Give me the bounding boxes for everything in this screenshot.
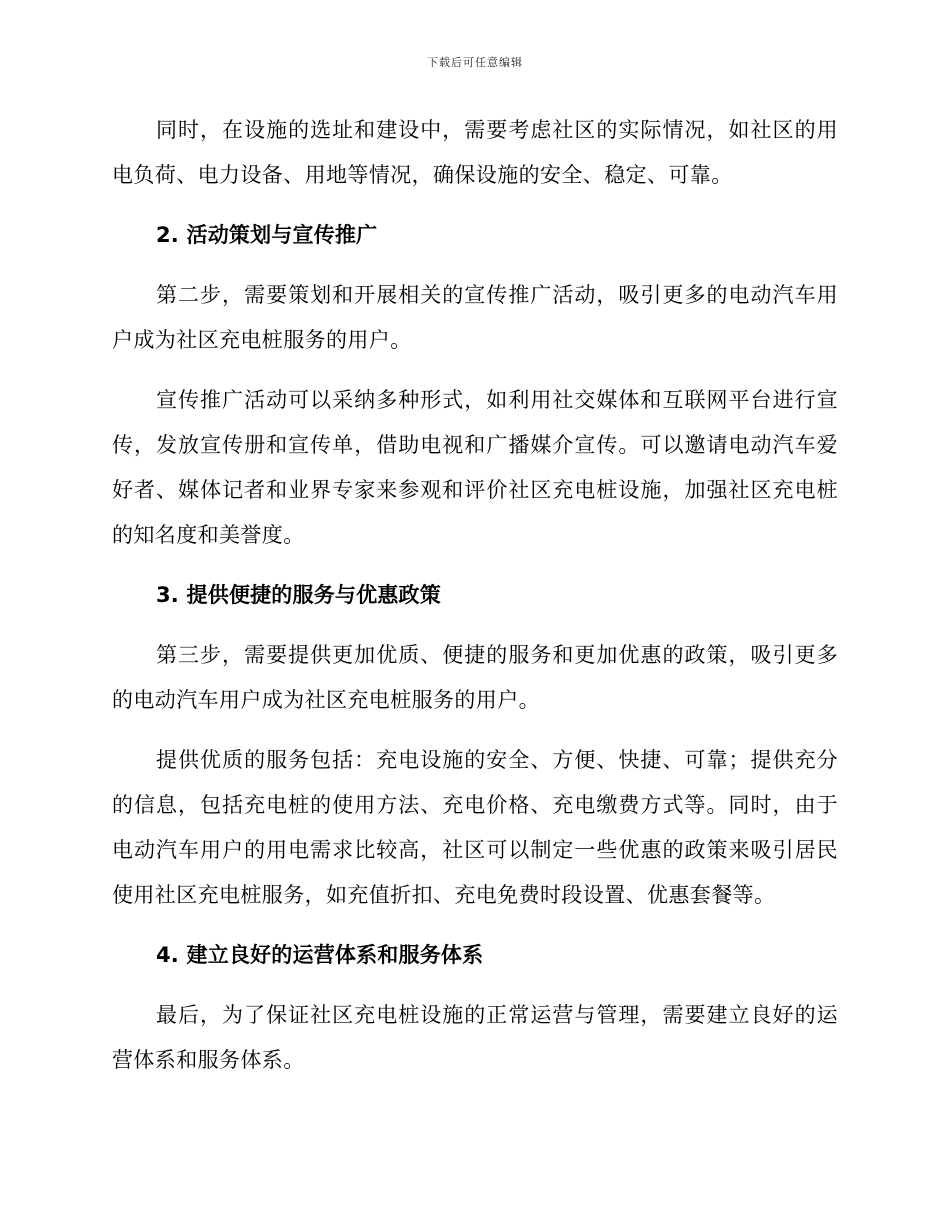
paragraph-quality-service: 提供优质的服务包括：充电设施的安全、方便、快捷、可靠；提供充分的信息，包括充电桩的使用方法、充电价格、充电缴费方式等。同时，由于电动汽车用户的用电需求比较高，社区可以制定一些优惠的政策来吸引居民使用社区充电桩服务，如充值折扣、充电免费时段设置、优惠套餐等。 xyxy=(112,748,838,907)
section-heading-2: 2. 活动策划与宣传推广 xyxy=(156,223,378,247)
paragraph-final-step: 最后，为了保证社区充电桩设施的正常运营与管理，需要建立良好的运营体系和服务体系。 xyxy=(112,1003,838,1072)
section-heading-3: 3. 提供便捷的服务与优惠政策 xyxy=(156,583,441,607)
section-heading-4: 4. 建立良好的运营体系和服务体系 xyxy=(156,943,484,967)
document-body xyxy=(112,108,838,1098)
paragraph-step-two: 第二步，需要策划和开展相关的宣传推广活动，吸引更多的电动汽车用户成为社区充电桩服务的用户。 xyxy=(112,283,838,352)
paragraph-step-three: 第三步，需要提供更加优质、便捷的服务和更加优惠的政策，吸引更多的电动汽车用户成为社区充电桩服务的用户。 xyxy=(112,643,838,712)
page-header: 下载后可任意编辑 xyxy=(427,56,523,69)
paragraph-promotion-forms: 宣传推广活动可以采纳多种形式，如利用社交媒体和互联网平台进行宣传，发放宣传册和宣传单，借助电视和广播媒介宣传。可以邀请电动汽车爱好者、媒体记者和业界专家来参观和评价社区充电桩设施，加强社区充电桩的知名度和美誉度。 xyxy=(112,388,838,547)
paragraph-site-selection: 同时，在设施的选址和建设中，需要考虑社区的实际情况，如社区的用电负荷、电力设备、用地等情况，确保设施的安全、稳定、可靠。 xyxy=(112,118,838,187)
